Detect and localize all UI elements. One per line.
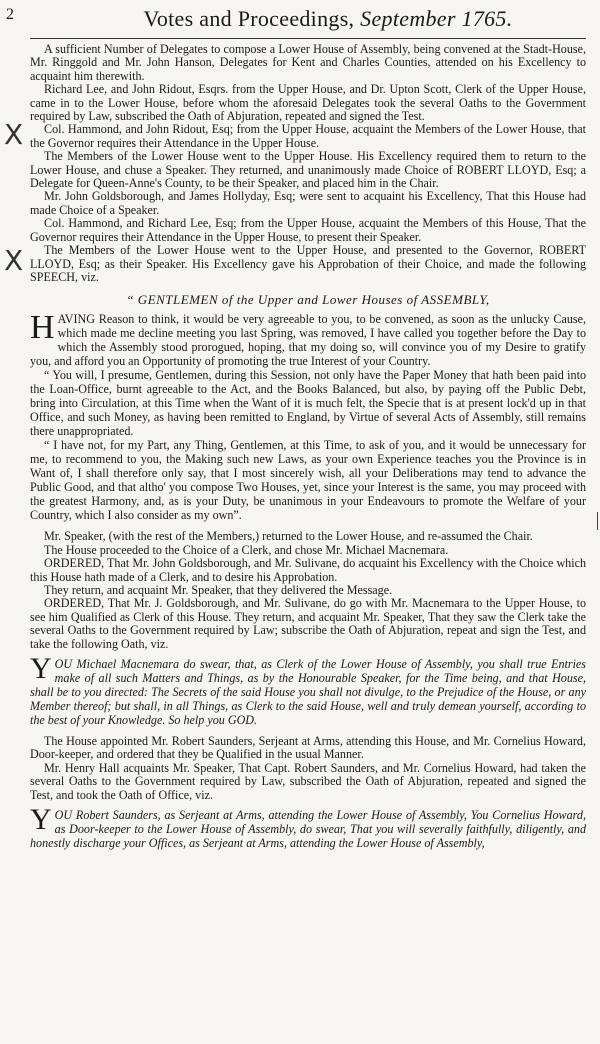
paragraph: Col. Hammond, and John Ridout, Esq; from the Upper House, acquaint the Members of the Lower House, that the Governor requires their Attendance in the Upper House.: [30, 122, 586, 150]
page-header: [6, 6, 586, 36]
drop-cap: H: [30, 309, 55, 347]
oath-cap: Y: [30, 803, 52, 836]
paragraph: The House proceeded to the Choice of a Clerk, and chose Mr. Michael Macnemara.: [44, 542, 449, 557]
paragraph: Mr. Speaker, (with the rest of the Members,) returned to the Lower House, and re-assumed the Chair.: [44, 529, 533, 544]
running-head: [30, 6, 586, 32]
paragraph: Col. Hammond, and Richard Lee, Esq; from the Upper House, acquaint the Members of this House, That the Governor requires their Attendance in the Upper House, to present their Speaker.: [30, 216, 586, 244]
paragraph: ORDERED, That Mr. John Goldsborough, and Mr. Sulivane, do acquaint his Excellency with the Choice which this House hath made of a Clerk, and to desire his Approbation.: [30, 556, 586, 584]
speech-text: AVING Reason to think, it would be very agreeable to you, to be convened, as soon as the unlucky Cause, which made me decline meeting you last Spring, was removed, I have called you together before the Day to which the Assembly stood prorogued, hoping, that my doing so, will convince you of my Desire to gratify you, and afford you an Opportunity of promoting the true Interest of your Country.: [30, 312, 586, 369]
paragraph: ORDERED, That Mr. J. Goldsborough, and Mr. Sulivane, do go with Mr. Macnemara to the Upper House, to see him Qualified as Clerk of this House. They return, and acquaint Mr. Speaker, That they saw the Clerk take the several Oaths to the Government required by Law; subscribe the Oath of Abjuration, repeat and sign the Test, and take the following Oath, viz.: [30, 596, 586, 651]
margin-x-mark: X: [4, 118, 24, 151]
paragraph: Mr. John Goldsborough, and James Hollyday, Esq; were sent to acquaint his Excellency, That this House had made Choice of a Speaker.: [30, 189, 586, 217]
speech-paragraph: “ I have not, for my Part, any Thing, Gentlemen, at this Time, to ask of you, and it would be unnecessary for me, to recommend to you, the Making such new Laws, as your own Experience teaches you the Province is in Want of, I shall therefore only say, that I most sincerely wish, all your Deliberations may tend to advance the Public Good, and that altho' you compose Two Houses, yet, since your Interest is the same, you may proceed with the greatest Harmony, and, as is your Duty, be unanimous in your Endeavours to promote the Welfare of your Country, which I also consider as my own”.: [30, 438, 586, 523]
proceedings-body: [30, 43, 586, 850]
page-number: 2: [6, 6, 14, 23]
paragraph: They return, and acquaint Mr. Speaker, that they delivered the Message.: [44, 582, 393, 597]
paragraph: The House appointed Mr. Robert Saunders, Serjeant at Arms, attending this House, and Mr. Cornelius Howard, Door-keeper, and ordered that they be Qualified in the usual Manner.: [30, 733, 586, 762]
speech-paragraph: “ You will, I presume, Gentlemen, during this Session, not only have the Paper Money that hath been paid into the Loan-Office, burnt agreeable to the Act, and the Books Balanced, but also, by paying off the Public Debt, bring into Circulation, at this Time when the Want of it is much felt, the Specie that is at present lock'd up in that Office, and such Money, as having been remitted to England, by Virtue of several Acts of Assembly, still remains there unappropriated.: [30, 368, 586, 439]
serjeant-oath: [30, 803, 586, 850]
paragraph: The Members of the Lower House went to the Upper House, and presented to the Governor, ROBERT LLOYD, Esq; as their Speaker. His Excellency gave his Approbation of their Choice, and made the following SPEECH, viz.: [30, 243, 586, 284]
paragraph: Richard Lee, and John Ridout, Esqrs. from the Upper House, and Dr. Upton Scott, Clerk of the Upper House, came in to the Lower House, before whom the aforesaid Delegates took the several Oaths to the Government required by Law, subscribed the Oath of Abjuration, repeated and signed the Test.: [30, 82, 586, 124]
speech-paragraph: [30, 309, 586, 369]
oath-text: OU Robert Saunders, as Serjeant at Arms, attending the Lower House of Assembly, You Cornelius Howard, as Door-keeper to the Lower House of Assembly, do swear, That you will severally faithfully, diligently, and honestly discharge your Offices, as Serjeant at Arms, attending the Lower House of Assembly,: [30, 808, 586, 850]
margin-rule-mark: [597, 512, 598, 530]
margin-x-mark: X: [4, 244, 24, 277]
speech-heading: “ GENTLEMEN of the Upper and Lower Houses of ASSEMBLY,: [126, 292, 490, 308]
paragraph: The Members of the Lower House went to the Upper House. His Excellency required them to return to the Lower House, and chuse a Speaker. They returned, and unanimously made Choice of ROBERT LLOYD, Esq; a Delegate for Queen-Anne's County, to be their Speaker, and placed him in the Chair.: [30, 149, 586, 191]
running-head-title: Votes and Proceedings,: [143, 6, 355, 31]
paragraph: Mr. Henry Hall acquaints Mr. Speaker, That Capt. Robert Saunders, and Mr. Cornelius Howard, had taken the several Oaths to the Government required by Law, subscribed the Oath of Abjuration, repeated and signed the Test, and took the Oath of Office, viz.: [30, 760, 586, 802]
running-head-date: September 1765.: [360, 6, 513, 31]
header-rule: [30, 38, 586, 39]
oath-cap: Y: [30, 651, 52, 685]
paragraph: A sufficient Number of Delegates to compose a Lower House of Assembly, being convened at the Stadt-House, Mr. Ringgold and Mr. John Hanson, Delegates for Kent and Charles Counties, attended on his Excellency to acquaint him therewith.: [30, 42, 586, 83]
clerk-oath: [30, 651, 586, 727]
governor-speech: [30, 309, 586, 523]
oath-text: OU Michael Macnemara do swear, that, as Clerk of the Lower House of Assembly, you shall true Entries make of all such Matters and Things, as by the Honourable Speaker, for the Time being, and that House, shall be to you directed: The Secrets of the said House you shall not divulge, to the Prejudice of the House, or any Member thereof; but shall, in all Things, as Clerk to the said House, well and truly demean yourself, according to the best of your Knowledge. So help you GOD.: [30, 656, 586, 727]
